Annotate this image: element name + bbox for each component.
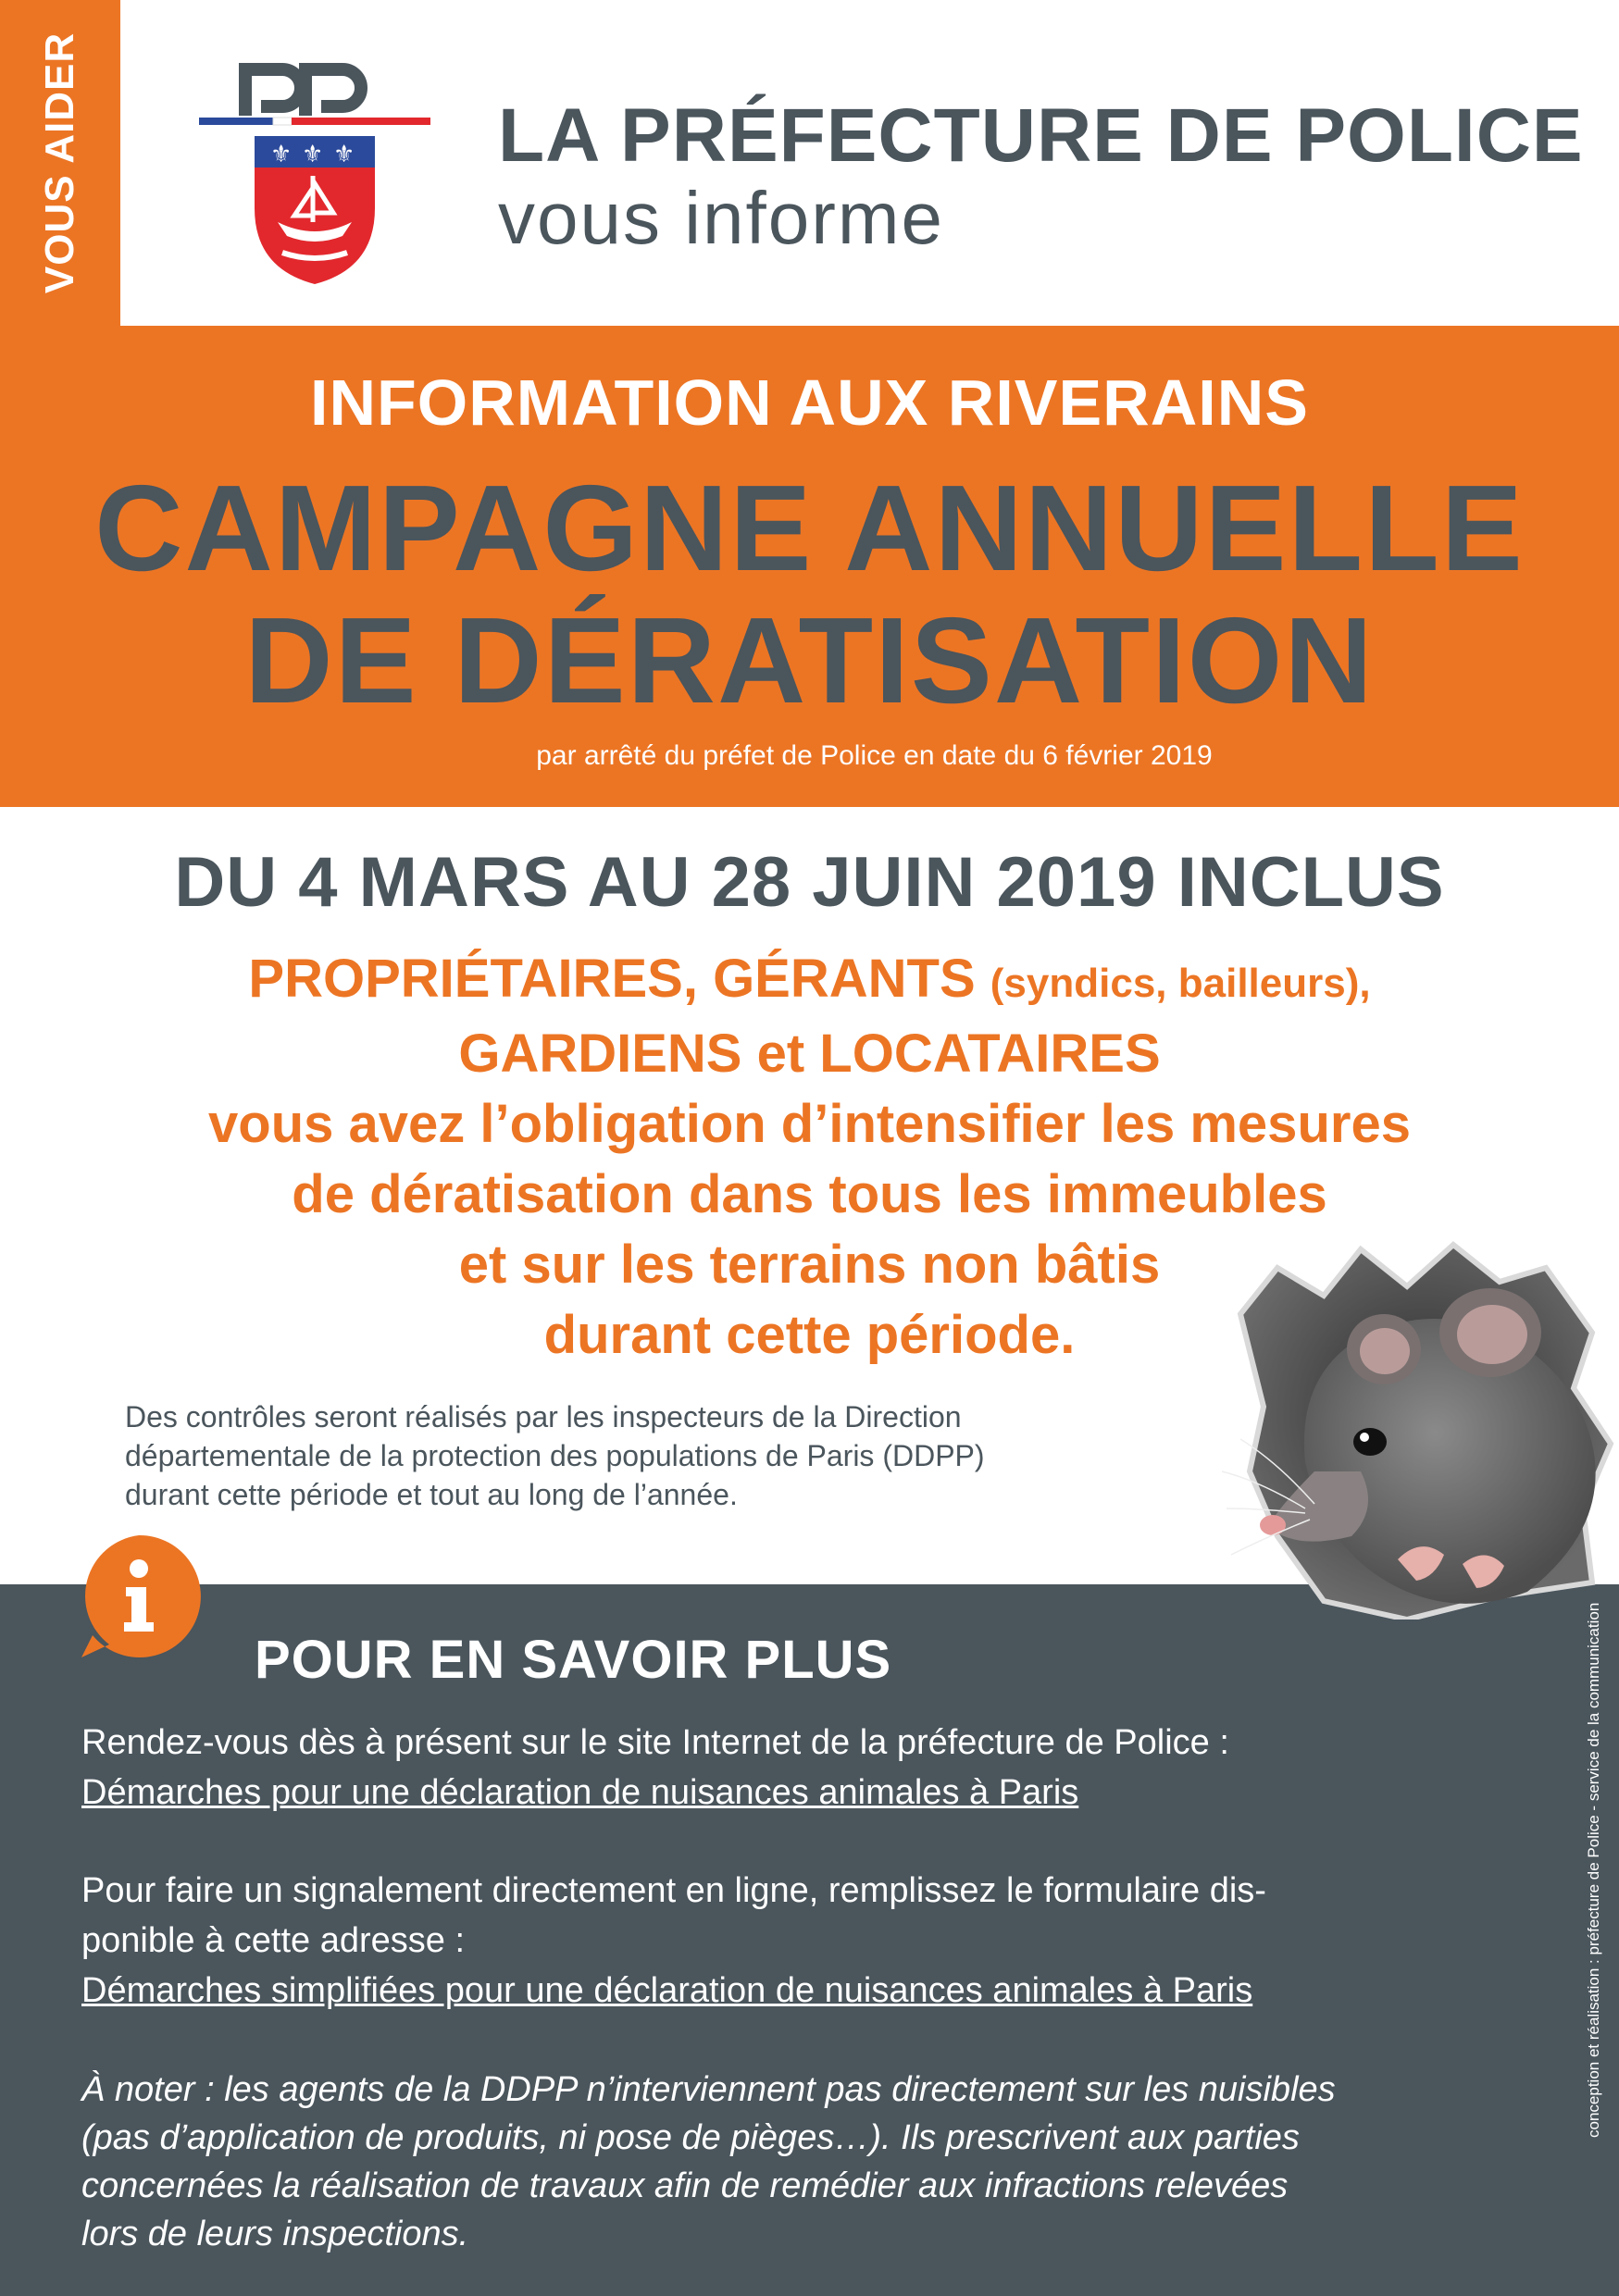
banner-kicker: INFORMATION AUX RIVERAINS (310, 366, 1309, 439)
prefecture-logo (194, 51, 435, 292)
pp-monogram-icon (245, 69, 361, 116)
note-line1: À noter : les agents de la DDPP n’interviennent pas directement sur les nuisibles (81, 2070, 1336, 2109)
design-credit: conception et réalisation : préfecture de Police - service de la communication (1585, 1602, 1602, 2138)
obligation-line3: vous avez l’obligation d’intensifier les mesures (208, 1094, 1411, 1154)
obligation-line4: de dératisation dans tous les immeubles (292, 1164, 1327, 1224)
controls-paragraph (125, 1397, 1189, 1514)
brand-title: LA PRÉFECTURE DE POLICE (498, 93, 1584, 178)
declaration-link[interactable]: Démarches pour une déclaration de nuisances animales à Paris (81, 1773, 1079, 1812)
svg-text:⚜: ⚜ (302, 141, 324, 168)
svg-text:⚜: ⚜ (270, 141, 293, 168)
side-tab-label: VOUS AIDER (37, 31, 82, 294)
obligation-line2: GARDIENS et LOCATAIRES (458, 1024, 1161, 1084)
rat-illustration (1222, 1231, 1619, 1620)
online-report-paragraph (81, 1866, 1507, 1966)
banner-title-line1: CAMPAGNE ANNUELLE (94, 460, 1525, 596)
online-report-line2: ponible à cette adresse : (81, 1921, 466, 1960)
controls-line2: départementale de la protection des populations de Paris (DDPP) (125, 1439, 985, 1472)
info-icon (74, 1532, 204, 1661)
controls-line1: Des contrôles seront réalisés par les inspecteurs de la Direction (125, 1400, 962, 1433)
more-info-title: POUR EN SAVOIR PLUS (255, 1630, 892, 1690)
online-report-line1: Pour faire un signalement directement en ligne, remplissez le formulaire dis- (81, 1871, 1266, 1910)
side-tab (0, 0, 120, 326)
paris-shield-icon (255, 136, 375, 284)
campaign-period: DU 4 MARS AU 28 JUIN 2019 INCLUS (174, 843, 1445, 922)
brand-subtitle: vous informe (498, 177, 944, 259)
controls-line3: durant cette période et tout au long de l’année. (125, 1478, 738, 1511)
banner-title-line2: DE DÉRATISATION (244, 592, 1375, 728)
note-line3: concernées la réalisation de travaux afin de remédier aux infractions relevées (81, 2166, 1289, 2205)
svg-text:⚜: ⚜ (333, 141, 355, 168)
banner-note: par arrêté du préfet de Police en date du 6 février 2019 (536, 740, 1213, 771)
ddpp-note (81, 2066, 1544, 2258)
obligation-line5: et sur les terrains non bâtis (458, 1235, 1161, 1295)
note-line2: (pas d’application de produits, ni pose de pièges…). Ils prescrivent aux parties (81, 2118, 1300, 2157)
website-paragraph: Rendez-vous dès à présent sur le site Internet de la préfecture de Police : (81, 1723, 1229, 1762)
obligation-line1 (0, 944, 1619, 1019)
note-line4: lors de leurs inspections. (81, 2215, 469, 2253)
simplified-procedure-link[interactable]: Démarches simplifiées pour une déclaration de nuisances animales à Paris (81, 1971, 1253, 2010)
obligation-line1-main: PROPRIÉTAIRES, GÉRANTS (248, 949, 976, 1009)
obligation-line6: durant cette période. (543, 1305, 1076, 1365)
obligation-line1-paren: (syndics, bailleurs), (990, 961, 1371, 1006)
